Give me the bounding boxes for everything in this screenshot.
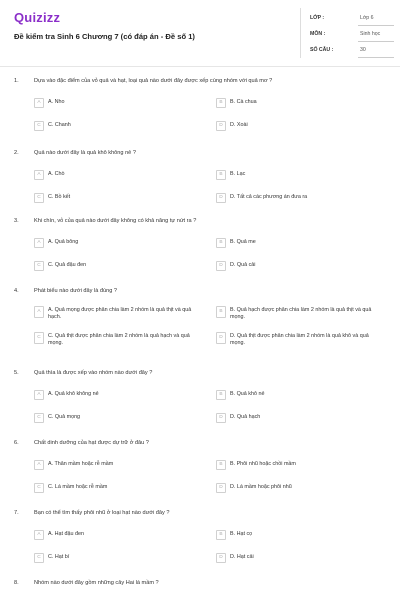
option-letter-box: D xyxy=(216,413,226,423)
option-letter-box: B xyxy=(216,238,226,248)
worksheet-header xyxy=(0,0,400,66)
question-number: 4. xyxy=(14,288,19,294)
option-text: D. Hạt cải xyxy=(230,554,254,560)
option-letter-box: C xyxy=(34,121,44,131)
meta-label: MÔN : xyxy=(310,31,326,37)
meta-value: 30 xyxy=(360,47,366,53)
question-text: Nhóm nào dưới đây gồm những cây Hai lá mầm ? xyxy=(34,580,159,586)
option-letter-box: A xyxy=(34,390,44,400)
option-text: C. Hạt bí xyxy=(48,554,70,560)
option-text: D. Quả hạch xyxy=(230,414,261,420)
option-text: B. Quả me xyxy=(230,239,256,245)
meta-label: SỐ CÂU : xyxy=(310,47,334,53)
option-letter-box: A xyxy=(34,306,44,318)
option-letter-box: C xyxy=(34,261,44,271)
question-text: Khi chín, vỏ của quả nào dưới đây không có khả năng tự nứt ra ? xyxy=(34,218,197,224)
option-letter-box: C xyxy=(34,553,44,563)
option-text: B. Phôi nhũ hoặc chồi mầm xyxy=(230,461,296,467)
option-letter-box: D xyxy=(216,261,226,271)
option-letter-box: B xyxy=(216,530,226,540)
option-letter-box: D xyxy=(216,553,226,563)
option-text: A. Quả khô không nẻ xyxy=(48,391,99,397)
header-separator xyxy=(0,66,400,67)
meta-class xyxy=(310,10,394,26)
option-text: D. Lá mầm hoặc phôi nhũ xyxy=(230,484,292,490)
meta-subject xyxy=(310,26,394,42)
option-text: C. Chanh xyxy=(48,122,71,128)
header-divider xyxy=(300,8,301,58)
question-number: 7. xyxy=(14,510,19,516)
option-text: C. Quả thịt được phân chia làm 2 nhóm là quả hạch và quả mọng. xyxy=(48,333,190,346)
option-text: D. Quả cải xyxy=(230,262,256,268)
option-letter-box: D xyxy=(216,332,226,344)
option-letter-box: C xyxy=(34,483,44,493)
meta-value: Sinh học xyxy=(360,31,381,37)
option-letter-box: B xyxy=(216,390,226,400)
option-text: C. Quả đậu đen xyxy=(48,262,87,268)
option-text: B. Cà chua xyxy=(230,99,257,105)
option-letter-box: C xyxy=(34,413,44,423)
option-letter-box: B xyxy=(216,170,226,180)
question-number: 3. xyxy=(14,218,19,224)
option-letter-box: D xyxy=(216,121,226,131)
option-text: A. Nho xyxy=(48,99,65,105)
question-text: Quả nào dưới đây là quả khô không nẻ ? xyxy=(34,150,136,156)
option-letter-box: A xyxy=(34,170,44,180)
option-text: C. Lá mầm hoặc rễ mầm xyxy=(48,484,108,490)
option-letter-box: A xyxy=(34,530,44,540)
option-text: C. Bồ kết xyxy=(48,194,71,200)
question-text: Quả thìa là được xếp vào nhóm nào dưới đây ? xyxy=(34,370,153,376)
meta-question-count xyxy=(310,42,394,58)
option-text: B. Lạc xyxy=(230,171,246,177)
question-text: Phát biểu nào dưới đây là đúng ? xyxy=(34,288,117,294)
option-text: D. Quả thịt được phân chia làm 2 nhóm là quả khô và quả mọng. xyxy=(230,333,369,346)
option-letter-box: C xyxy=(34,193,44,203)
option-text: A. Chò xyxy=(48,171,65,177)
option-text: A. Thân mầm hoặc rễ mầm xyxy=(48,461,114,467)
meta-value: Lớp 6 xyxy=(360,15,374,21)
option-letter-box: B xyxy=(216,306,226,318)
option-letter-box: A xyxy=(34,98,44,108)
question-number: 1. xyxy=(14,78,19,84)
option-letter-box: D xyxy=(216,483,226,493)
option-letter-box: B xyxy=(216,98,226,108)
meta-label: LỚP : xyxy=(310,15,325,21)
option-text: A. Hạt đậu đen xyxy=(48,531,84,537)
question-text: Bạn có thể tìm thấy phôi nhũ ở loại hạt nào dưới đây ? xyxy=(34,510,170,516)
option-text: B. Quả hạch được phân chia làm 2 nhóm là quả thịt và quả mọng. xyxy=(230,307,372,320)
option-text: A. Quả mọng được phân chia làm 2 nhóm là quả thịt và quả hạch. xyxy=(48,307,192,320)
quizizz-logo[interactable]: Quizizz xyxy=(14,10,61,25)
question-text: Dựa vào đặc điểm của vỏ quả và hạt, loại quả nào dưới đây được xếp cùng nhóm với quả mơ ? xyxy=(34,78,273,84)
question-number: 2. xyxy=(14,150,19,156)
option-text: C. Quả mọng xyxy=(48,414,81,420)
option-text: D. Xoài xyxy=(230,122,248,128)
option-text: A. Quả bông xyxy=(48,239,79,245)
option-text: D. Tất cả các phương án đưa ra xyxy=(230,194,308,200)
worksheet-title: Đề kiểm tra Sinh 6 Chương 7 (có đáp án - Đề số 1) xyxy=(14,32,195,41)
question-number: 6. xyxy=(14,440,19,446)
question-text: Chất dinh dưỡng của hạt được dự trữ ở đâu ? xyxy=(34,440,149,446)
question-number: 5. xyxy=(14,370,19,376)
option-text: B. Quả khô nẻ xyxy=(230,391,265,397)
question-number: 8. xyxy=(14,580,19,586)
option-letter-box: A xyxy=(34,238,44,248)
option-letter-box: C xyxy=(34,332,44,344)
option-letter-box: B xyxy=(216,460,226,470)
option-letter-box: A xyxy=(34,460,44,470)
option-letter-box: D xyxy=(216,193,226,203)
option-text: B. Hạt cọ xyxy=(230,531,253,537)
